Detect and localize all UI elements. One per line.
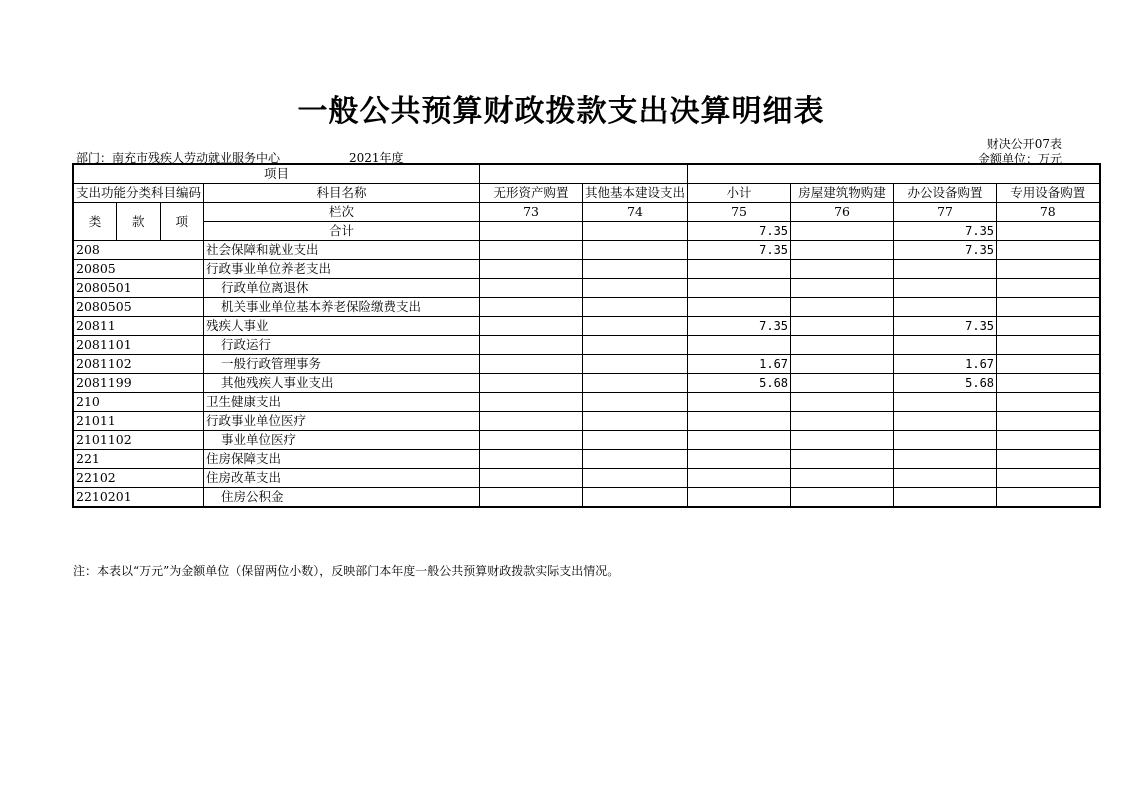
amount-cell [894,469,997,488]
subject-name: 残疾人事业 [204,317,480,336]
subject-name: 行政事业单位养老支出 [204,260,480,279]
subject-code: 20805 [73,260,204,279]
amount-cell [791,260,894,279]
amount-cell [480,431,583,450]
amount-cell [480,260,583,279]
amount-cell: 7.35 [688,317,791,336]
amount-cell [583,488,688,508]
subject-code: 2080501 [73,279,204,298]
subject-code: 20811 [73,317,204,336]
amount-cell [583,260,688,279]
table-row [73,260,1100,279]
subject-name: 行政单位离退休 [204,279,480,298]
amount-cell: 1.67 [894,355,997,374]
amount-cell [997,336,1100,355]
amount-cell: 5.68 [688,374,791,393]
amount-cell: 7.35 [894,317,997,336]
subject-name: 事业单位医疗 [204,431,480,450]
amount-cell [894,336,997,355]
subject-name-header: 科目名称 [204,184,480,203]
table-row [73,412,1100,431]
lei-header: 类 [73,203,117,241]
amount-cell [480,298,583,317]
total-cell: 7.35 [688,222,791,241]
subject-name: 卫生健康支出 [204,393,480,412]
amount-cell: 7.35 [688,241,791,260]
subject-name: 一般行政管理事务 [204,355,480,374]
amount-cell [688,393,791,412]
amount-cell: 5.68 [894,374,997,393]
amount-cell [480,393,583,412]
amount-cell [791,488,894,508]
col-header: 小计 [688,184,791,203]
amount-cell [791,336,894,355]
amount-cell [894,431,997,450]
table-row [73,488,1100,508]
amount-cell [583,412,688,431]
amount-cell [894,488,997,508]
amount-cell [997,298,1100,317]
subject-name: 行政运行 [204,336,480,355]
amount-cell [583,393,688,412]
col-header: 房屋建筑物购建 [791,184,894,203]
amount-cell [480,279,583,298]
amount-cell [997,488,1100,508]
amount-cell [583,469,688,488]
amount-cell [791,298,894,317]
col-number: 73 [480,203,583,222]
item-header: 项目 [73,164,480,184]
amount-cell [688,298,791,317]
subject-code: 208 [73,241,204,260]
kuan-header: 款 [117,203,161,241]
amount-cell [997,374,1100,393]
amount-cell [688,431,791,450]
amount-cell [688,336,791,355]
amount-cell [688,412,791,431]
subject-name: 其他残疾人事业支出 [204,374,480,393]
amount-cell [583,374,688,393]
xiang-header: 项 [160,203,204,241]
amount-cell [480,450,583,469]
table-row [73,393,1100,412]
subject-name: 机关事业单位基本养老保险缴费支出 [204,298,480,317]
amount-cell [791,450,894,469]
subject-code: 210 [73,393,204,412]
subject-name: 社会保障和就业支出 [204,241,480,260]
amount-cell [997,317,1100,336]
amount-cell [688,488,791,508]
table-row [73,431,1100,450]
subject-code: 2081102 [73,355,204,374]
amount-cell [997,469,1100,488]
amount-cell [997,355,1100,374]
amount-cell [791,393,894,412]
amount-cell [894,393,997,412]
amount-cell [480,488,583,508]
table-row [73,298,1100,317]
amount-cell [688,260,791,279]
amount-cell [997,412,1100,431]
header-row-item [73,164,1100,184]
lanci-header: 栏次 [204,203,480,222]
unit-label: 金额单位：万元 [977,152,1062,166]
amount-cell [480,469,583,488]
amount-cell [583,241,688,260]
table-row [73,241,1100,260]
table-row [73,317,1100,336]
amount-cell [791,412,894,431]
table-row [73,279,1100,298]
department-label: 部门：南充市残疾人劳动就业服务中心 [76,151,281,165]
subject-code: 22102 [73,469,204,488]
col-header: 专用设备购置 [997,184,1100,203]
col-number: 76 [791,203,894,222]
subject-code: 2101102 [73,431,204,450]
amount-cell [791,355,894,374]
amount-cell [583,336,688,355]
table-row [73,450,1100,469]
amount-cell [480,336,583,355]
amount-cell [583,298,688,317]
amount-cell [688,279,791,298]
amount-cell [894,450,997,469]
table-row [73,336,1100,355]
header-row-columns [73,184,1100,203]
total-label: 合计 [204,222,480,241]
subject-code: 2210201 [73,488,204,508]
table-row [73,355,1100,374]
amount-cell [791,279,894,298]
amount-cell [791,317,894,336]
amount-cell [688,450,791,469]
subject-code: 2081199 [73,374,204,393]
amount-cell [480,374,583,393]
amount-cell [791,241,894,260]
subject-code: 221 [73,450,204,469]
footnote: 注：本表以“万元”为金额单位（保留两位小数），反映部门本年度一般公共预算财政拨款实际支出情况。 [73,564,620,578]
amount-cell [583,317,688,336]
subject-name: 行政事业单位医疗 [204,412,480,431]
amount-cell [583,431,688,450]
form-number: 财决公开07表 [986,137,1062,151]
amount-cell [480,355,583,374]
amount-cell: 7.35 [894,241,997,260]
amount-cell [894,298,997,317]
amount-cell [997,450,1100,469]
total-cell [480,222,583,241]
subject-name: 住房保障支出 [204,450,480,469]
subject-code: 2080505 [73,298,204,317]
page-title: 一般公共预算财政拨款支出决算明细表 [297,94,825,129]
amount-cell [791,469,894,488]
col-number: 77 [894,203,997,222]
expenditure-table [72,163,1101,508]
amount-cell [480,412,583,431]
table-row [73,374,1100,393]
col-header: 其他基本建设支出 [583,184,688,203]
subject-name: 住房改革支出 [204,469,480,488]
amount-cell [997,260,1100,279]
table-row [73,469,1100,488]
total-cell [583,222,688,241]
amount-cell [583,355,688,374]
total-cell: 7.35 [894,222,997,241]
col-header: 无形资产购置 [480,184,583,203]
amount-cell [894,260,997,279]
amount-cell [894,412,997,431]
total-cell [997,222,1100,241]
subject-code: 21011 [73,412,204,431]
amount-cell [791,374,894,393]
code-group-header: 支出功能分类科目编码 [73,184,204,203]
subject-name: 住房公积金 [204,488,480,508]
header-row-lanci [73,203,1100,222]
amount-cell [894,279,997,298]
year-label: 2021年度 [349,151,404,165]
amount-cell [480,241,583,260]
col-header: 办公设备购置 [894,184,997,203]
amount-cell: 1.67 [688,355,791,374]
amount-cell [997,431,1100,450]
amount-cell [791,431,894,450]
amount-cell [480,317,583,336]
col-number: 75 [688,203,791,222]
subject-code: 2081101 [73,336,204,355]
amount-cell [688,469,791,488]
amount-cell [583,450,688,469]
amount-cell [997,241,1100,260]
total-cell [791,222,894,241]
amount-cell [997,393,1100,412]
col-number: 78 [997,203,1100,222]
col-number: 74 [583,203,688,222]
amount-cell [997,279,1100,298]
amount-cell [583,279,688,298]
total-row [73,222,1100,241]
